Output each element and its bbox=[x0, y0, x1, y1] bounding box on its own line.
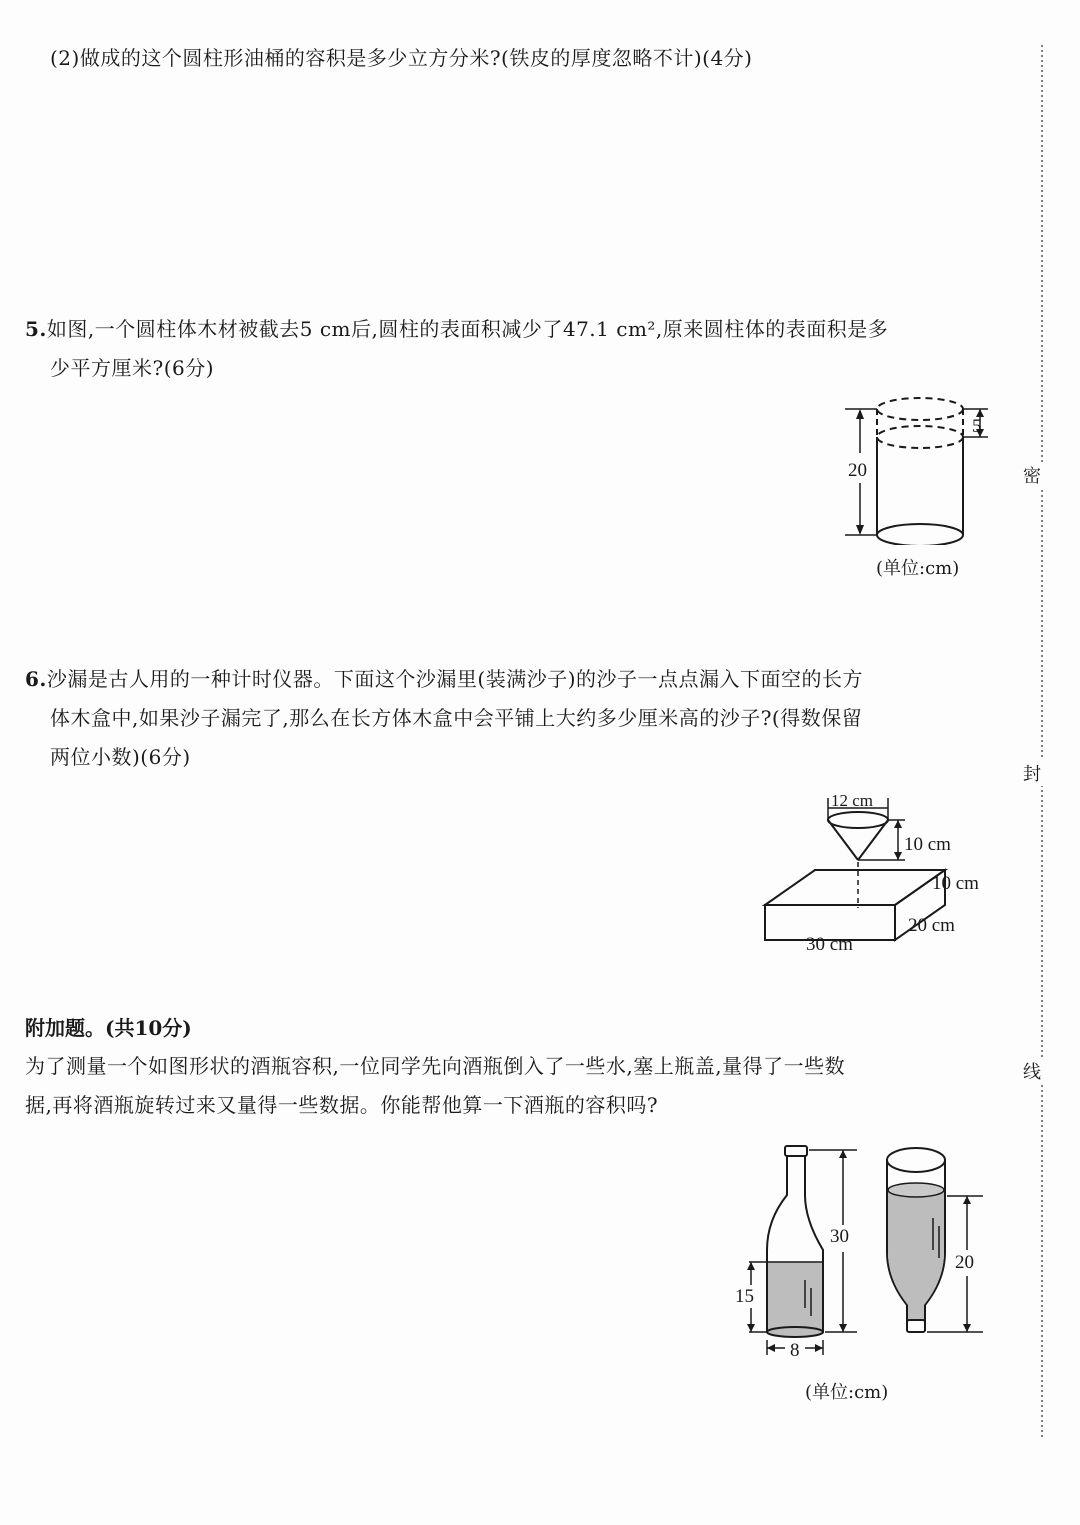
inverted-water bbox=[888, 1190, 944, 1320]
side-label-mi: 密 bbox=[1020, 462, 1044, 488]
side-label-feng: 封 bbox=[1020, 760, 1044, 786]
question-5-line-2: 少平方厘米?(6分) bbox=[50, 356, 215, 380]
bonus-title: 附加题。(共10分) bbox=[25, 1016, 192, 1040]
bottle-cap bbox=[785, 1146, 807, 1156]
bonus-line-1: 为了测量一个如图形状的酒瓶容积,一位同学先向酒瓶倒入了一些水,塞上瓶盖,量得了一些数 bbox=[25, 1054, 846, 1078]
bottle-water-height-label: 15 bbox=[735, 1286, 754, 1307]
cone-top bbox=[828, 812, 888, 828]
bonus-line-2: 据,再将酒瓶旋转过来又量得一些数据。你能帮他算一下酒瓶的容积吗? bbox=[25, 1093, 659, 1117]
question-6-line-2: 体木盒中,如果沙子漏完了,那么在长方体木盒中会平铺上大约多少厘米高的沙子?(得数保留 bbox=[50, 706, 863, 730]
cone-diameter-label: 12 cm bbox=[831, 791, 874, 810]
question-6-line-1: 沙漏是古人用的一种计时仪器。下面这个沙漏里(装满沙子)的沙子一点点漏入下面空的长方 bbox=[46, 667, 863, 691]
inverted-height-label: 20 bbox=[955, 1252, 974, 1273]
cut-line-ellipse bbox=[877, 426, 963, 448]
cylinder-height-label: 20 bbox=[848, 460, 867, 481]
cylinder-unit-caption: (单位:cm) bbox=[876, 558, 960, 579]
question-4-part-2: (2)做成的这个圆柱形油桶的容积是多少立方分米?(铁皮的厚度忽略不计)(4分) bbox=[50, 46, 753, 70]
question-5-line-1: 如图,一个圆柱体木材被截去5 cm后,圆柱的表面积减少了47.1 cm²,原来圆柱体的表面积是多 bbox=[46, 317, 889, 341]
question-5-number: 5. bbox=[25, 317, 47, 341]
cylinder-cut-label: 5 bbox=[972, 416, 982, 437]
box-top bbox=[765, 870, 945, 905]
question-6-number: 6. bbox=[25, 667, 47, 691]
question-6-line-3: 两位小数)(6分) bbox=[50, 745, 191, 769]
upright-water bbox=[768, 1262, 822, 1332]
question-6 bbox=[25, 660, 1000, 777]
bottle-figure bbox=[725, 1140, 1000, 1360]
bottle-unit-caption: (单位:cm) bbox=[805, 1382, 889, 1403]
bottle-total-height-label: 30 bbox=[830, 1226, 849, 1247]
inverted-cap bbox=[907, 1320, 925, 1332]
box-height-label: 10 cm bbox=[932, 873, 979, 894]
bottle-diameter-label: 8 bbox=[790, 1340, 800, 1361]
box-width-label: 20 cm bbox=[908, 915, 955, 936]
box-length-label: 30 cm bbox=[806, 934, 853, 955]
bonus-question bbox=[25, 1047, 1000, 1125]
cut-top-ellipse bbox=[877, 398, 963, 420]
side-label-xian: 线 bbox=[1020, 1058, 1044, 1084]
question-5 bbox=[25, 310, 1000, 388]
cone-height-label: 10 cm bbox=[904, 834, 951, 855]
bottom-ellipse bbox=[877, 524, 963, 545]
